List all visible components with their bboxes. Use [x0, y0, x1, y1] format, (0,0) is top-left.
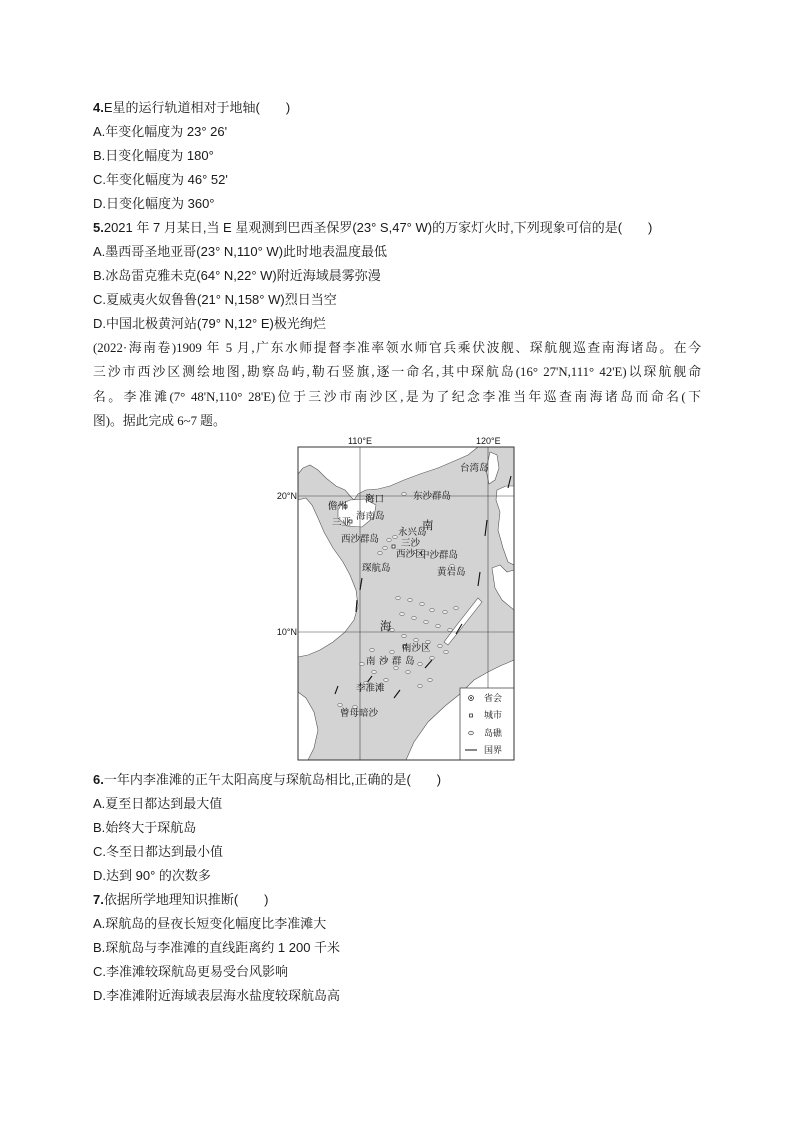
place-label-dongsha: 东沙群岛: [413, 491, 452, 502]
option-text: 墨西哥圣地亚哥(23° N,110° W)此时地表温度最低: [105, 244, 388, 259]
island-reef: [454, 606, 458, 609]
sea-label-nan: 南: [422, 520, 434, 532]
legend-label: 城市: [484, 710, 503, 720]
option-text: 冰岛雷克雅未克(64° N,22° W)附近海域晨雾弥漫: [105, 268, 381, 283]
option-label: B.: [93, 148, 106, 163]
latitude-label: 20°N: [276, 491, 297, 501]
option-label: A.: [93, 124, 106, 139]
question-stem: 依据所学地理知识推断( ): [103, 892, 269, 907]
questions-block-2: [93, 768, 703, 1008]
island-reef: [418, 662, 422, 665]
option-text: 日变化幅度为 180°: [105, 148, 214, 163]
question-number: 7.: [93, 892, 104, 907]
sea-label-hai: 海: [380, 621, 392, 633]
question-4-option-a: [93, 120, 703, 144]
reading-passage: [93, 336, 703, 433]
island-reef: [360, 662, 364, 665]
island-reef: [430, 656, 434, 659]
place-label-sanya: 三亚: [332, 517, 352, 528]
place-label-hainan: 海南岛: [356, 511, 385, 522]
question-7-option-d: [93, 984, 703, 1008]
question-6-option-a: [93, 792, 703, 816]
question-7: [93, 888, 703, 912]
option-label: C.: [93, 292, 106, 307]
place-label-huangyan: 黄岩岛: [437, 567, 466, 578]
option-label: A.: [93, 916, 106, 931]
city-icon: [470, 714, 473, 717]
option-text: 达到 90° 的次数多: [106, 868, 211, 883]
island-reef: [436, 624, 440, 627]
island-reef: [443, 610, 447, 613]
question-5: [93, 216, 703, 240]
place-label-haikou: 海口: [365, 494, 385, 505]
island-reef: [372, 670, 376, 673]
option-text: 年变化幅度为 23° 26': [105, 124, 228, 139]
question-stem: 一年内李准滩的正午太阳高度与琛航岛相比,正确的是( ): [103, 772, 442, 787]
island-reef: [400, 612, 404, 615]
place-label-xisha-islands: 西沙群岛: [341, 534, 380, 545]
option-text: 李准滩附近海域表层海水盐度较琛航岛高: [106, 988, 341, 1003]
island-reef: [402, 492, 406, 495]
place-label-xisha-district: 西沙区: [396, 549, 425, 560]
island-reef: [402, 634, 406, 637]
place-label-zhongsha: 中沙群岛: [420, 550, 459, 561]
south-china-sea-map: [268, 432, 518, 766]
place-label-danzhou: 儋州: [328, 501, 348, 512]
island-reef: [428, 678, 432, 681]
passage-line: (2022·海南卷)1909 年 5 月,广东水师提督李准率领水师官兵乘伏波舰、琛航舰巡查南海诸岛。在今: [93, 341, 701, 355]
island-reef: [378, 551, 382, 554]
question-7-option-c: [93, 960, 703, 984]
island-reef: [430, 608, 434, 611]
option-label: C.: [93, 844, 106, 859]
island-reef: [387, 538, 391, 541]
option-text: 中国北极黄河站(79° N,12° E)极光绚烂: [106, 316, 326, 331]
question-number: 6.: [93, 772, 104, 787]
question-4-option-c: [93, 168, 703, 192]
island-reef: [444, 650, 448, 653]
passage-line: 三沙市西沙区测绘地图,勘察岛屿,勒石竖旗,逐一命名,其中琛航岛(16° 27'N,111° 42'E)以琛航舰命: [93, 365, 701, 380]
option-label: D.: [93, 316, 106, 331]
place-label-taiwan: 台湾岛: [460, 463, 489, 474]
question-5-option-d: [93, 312, 703, 336]
passage-line: 图)。据此完成 6~7 题。: [93, 413, 226, 428]
question-4: [93, 96, 703, 120]
option-text: 日变化幅度为 360°: [106, 196, 215, 211]
island-reef: [414, 638, 418, 641]
passage-line: 名。李准滩(7° 48'N,110° 28'E)位于三沙市南沙区,是为了纪念李准当年巡查南海诸岛而命名(下: [93, 389, 701, 404]
island-reef: [393, 535, 397, 538]
question-5-option-b: [93, 264, 703, 288]
legend-label: 岛礁: [484, 728, 503, 738]
island-reef: [438, 644, 442, 647]
map-legend: [460, 688, 514, 760]
question-6-option-d: [93, 864, 703, 888]
question-4-option-b: [93, 144, 703, 168]
island-reef: [390, 650, 394, 653]
place-label-zengmu: 曾母暗沙: [340, 708, 379, 719]
questions-block-1: [93, 96, 703, 433]
question-7-option-a: [93, 912, 703, 936]
question-stem: 2021 年 7 月某日,当 E 星观测到巴西圣保罗(23° S,47° W)的万家灯火时,下列现象可信的是( ): [103, 220, 653, 235]
question-stem: E星的运行轨道相对于地轴( ): [103, 100, 291, 115]
question-number: 5.: [93, 220, 104, 235]
option-label: C.: [93, 172, 106, 187]
option-text: 琛航岛的昼夜长短变化幅度比李准滩大: [105, 916, 327, 931]
island-reef: [383, 546, 387, 549]
option-text: 夏至日都达到最大值: [105, 796, 223, 811]
latitude-label: 10°N: [276, 627, 297, 637]
island-reef: [338, 703, 342, 706]
option-text: 夏威夷火奴鲁鲁(21° N,158° W)烈日当空: [106, 292, 337, 307]
legend-label: 省会: [484, 693, 503, 703]
option-text: 李准滩较琛航岛更易受台风影响: [106, 964, 289, 979]
option-text: 冬至日都达到最小值: [106, 844, 224, 859]
option-label: D.: [93, 988, 106, 1003]
island-reef: [448, 628, 452, 631]
island-reef: [406, 670, 410, 673]
option-text: 年变化幅度为 46° 52': [106, 172, 228, 187]
place-label-sansha: 三沙: [401, 538, 421, 549]
question-number: 4.: [93, 100, 104, 115]
option-label: A.: [93, 244, 106, 259]
option-label: B.: [93, 940, 106, 955]
option-text: 琛航岛与李准滩的直线距离约 1 200 千米: [105, 940, 341, 955]
question-5-option-a: [93, 240, 703, 264]
island-reef: [370, 648, 374, 651]
place-label-chenhang: 琛航岛: [362, 563, 391, 574]
option-label: B.: [93, 268, 106, 283]
city-icon: [392, 545, 395, 548]
provincial-capital-dot: [470, 697, 472, 699]
island-reef: [420, 602, 424, 605]
option-label: D.: [93, 196, 106, 211]
option-label: D.: [93, 868, 106, 883]
option-text: 始终大于琛航岛: [105, 820, 197, 835]
question-6-option-b: [93, 816, 703, 840]
island-reef: [384, 678, 388, 681]
legend-label: 国界: [484, 745, 503, 755]
island-reef-icon: [469, 731, 474, 735]
island-reef: [408, 598, 412, 601]
longitude-label: 110°E: [348, 436, 372, 446]
island-reef: [418, 684, 422, 687]
question-6-option-c: [93, 840, 703, 864]
question-6: [93, 768, 703, 792]
option-label: A.: [93, 796, 106, 811]
place-label-lizhun: 李准滩: [356, 683, 385, 694]
option-label: C.: [93, 964, 106, 979]
place-label-nansha-islands: 南沙群岛: [366, 656, 419, 667]
island-reef: [412, 616, 416, 619]
longitude-label: 120°E: [476, 436, 501, 446]
place-label-yongxing: 永兴岛: [398, 527, 427, 538]
question-7-option-b: [93, 936, 703, 960]
question-5-option-c: [93, 288, 703, 312]
island-reef: [396, 596, 400, 599]
option-label: B.: [93, 820, 106, 835]
place-label-nansha-district: 南沙区: [402, 643, 431, 654]
question-4-option-d: [93, 192, 703, 216]
island-reef: [424, 620, 428, 623]
